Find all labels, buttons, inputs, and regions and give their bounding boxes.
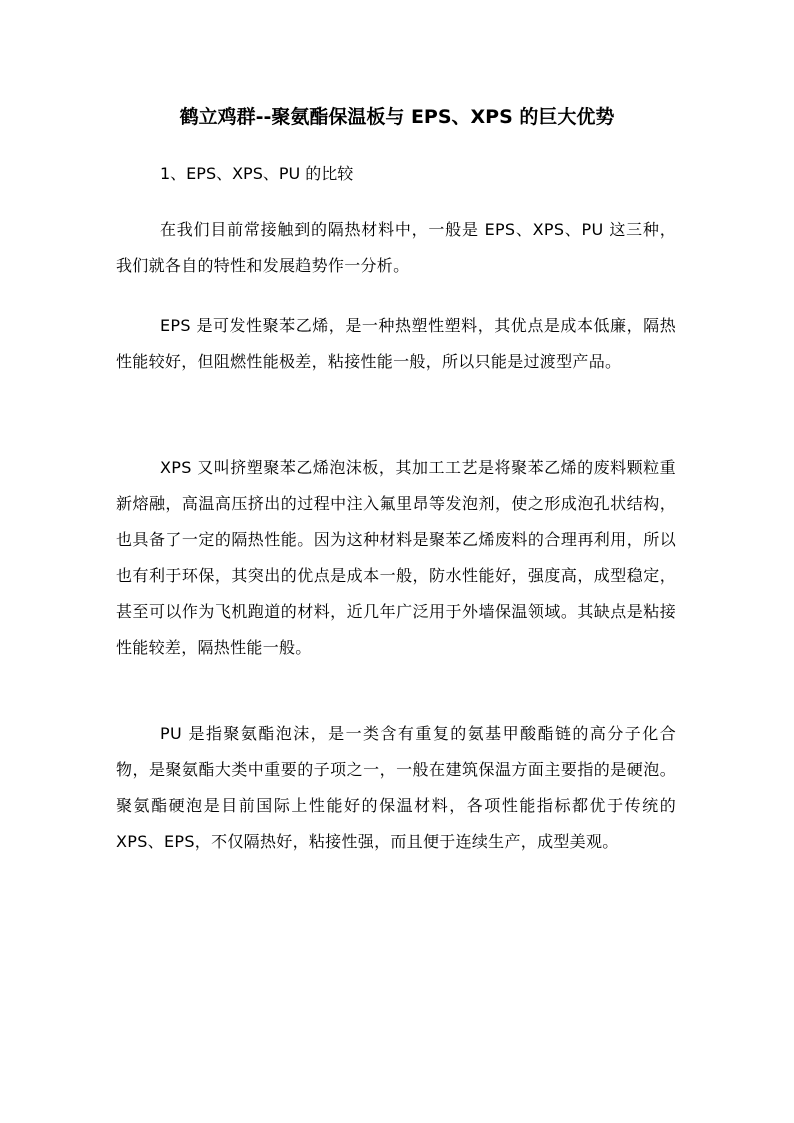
paragraph-eps: EPS 是可发性聚苯乙烯，是一种热塑性塑料，其优点是成本低廉，隔热性能较好，但阻燃性能极差，粘接性能一般，所以只能是过渡型产品。 <box>116 316 676 371</box>
document-title: 鹤立鸡群--聚氨酯保温板与 EPS、XPS 的巨大优势 <box>179 106 615 128</box>
paragraph-pu: PU 是指聚氨酯泡沫，是一类含有重复的氨基甲酸酯链的高分子化合物，是聚氨酯大类中重要的子项之一，一般在建筑保温方面主要指的是硬泡。聚氨酯硬泡是目前国际上性能好的保温材料，各项性能指标都优于传统的 XPS、EPS，不仅隔热好，粘接性强，而且便于连续生产，成型美观。 <box>116 724 676 851</box>
paragraph-xps: XPS 又叫挤塑聚苯乙烯泡沫板，其加工工艺是将聚苯乙烯的废料颗粒重新熔融，高温高压挤出的过程中注入氟里昂等发泡剂，使之形成泡孔状结构，也具备了一定的隔热性能。因为这种材料是聚苯乙烯废料的合理再利用，所以也有利于环保，其突出的优点是成本一般，防水性能好，强度高，成型稳定，甚至可以作为飞机跑道的材料，近几年广泛用于外墙保温领域。其缺点是粘接性能较差，隔热性能一般。 <box>116 458 676 657</box>
section-heading: 1、EPS、XPS、PU 的比较 <box>160 164 354 183</box>
paragraph-intro: 在我们目前常接触到的隔热材料中，一般是 EPS、XPS、PU 这三种，我们就各自的特性和发展趋势作一分析。 <box>116 220 676 275</box>
